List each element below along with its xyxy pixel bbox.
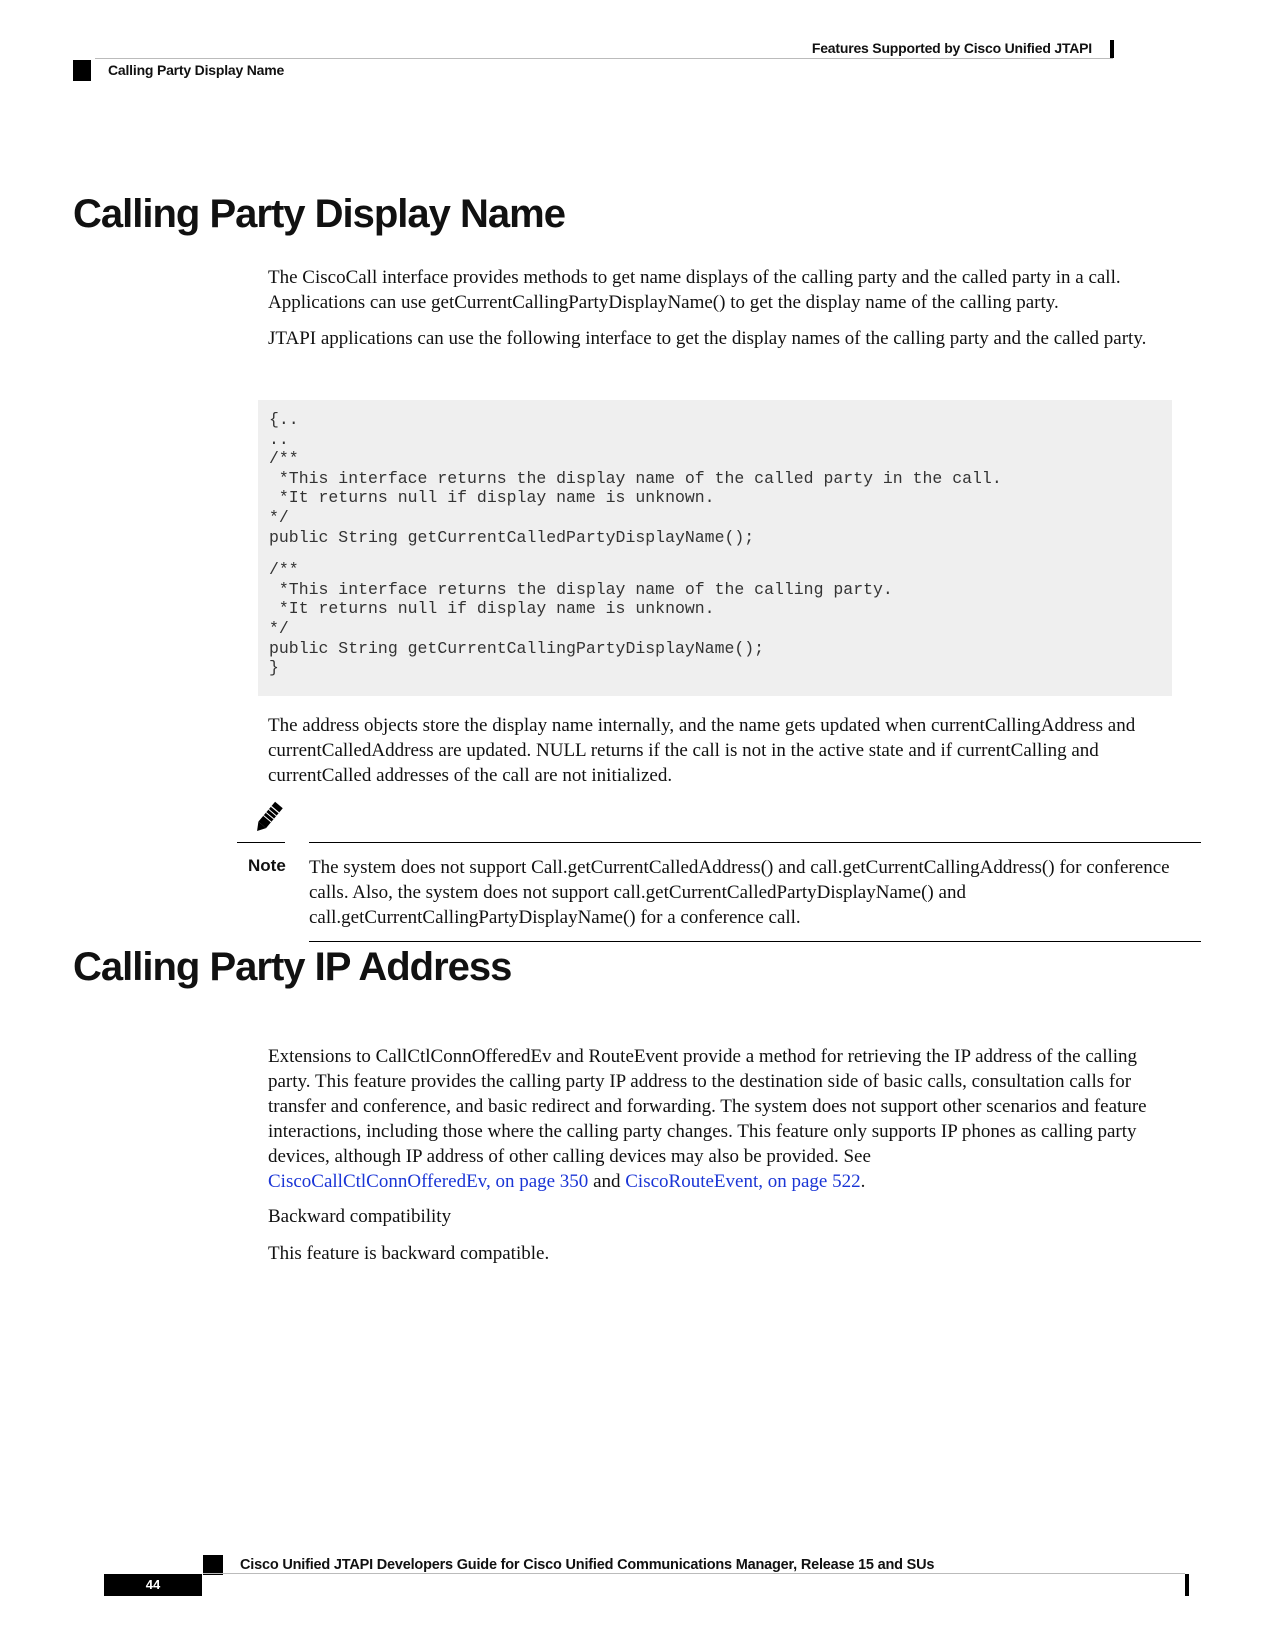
section2-intro <box>268 1044 1168 1194</box>
paragraph: The CiscoCall interface provides methods to get name displays of the calling party and the called party in a call. Applications can use getCurrentCallingPartyDisplayName() to get the display name of the calling party. <box>268 267 1121 313</box>
footer-block <box>203 1555 223 1575</box>
section-heading-ip-address: Calling Party IP Address <box>73 945 512 989</box>
code-snippet-called: {.. .. /** *This interface returns the display name of the called party in the call. *It returns null if display name is unknown. */ public String getCurrentCalledPartyDisplayName(); <box>269 410 1002 547</box>
footer-rule <box>203 1573 1185 1574</box>
link-ciscocallctlconnofferedev[interactable]: CiscoCallCtlConnOfferedEv, on page 350 <box>268 1171 589 1192</box>
header-left-block <box>73 60 91 81</box>
paragraph: The address objects store the display name internally, and the name gets updated when currentCallingAddress and currentCalledAddress are updated. NULL returns if the call is not in the active state and if currentCalling and currentCalled addresses of the call are not initialized. <box>268 715 1136 786</box>
section2-compat-paragraph <box>268 1241 1168 1266</box>
paragraph: This feature is backward compatible. <box>268 1243 550 1264</box>
header-rule <box>95 58 1113 59</box>
section1-interface-intro <box>268 326 1168 351</box>
paragraph-text: Extensions to CallCtlConnOfferedEv and RouteEvent provide a method for retrieving the IP address of the calling party. This feature provides the calling party IP address to the destination side of basic calls, consultation calls for transfer and conference, and basic redirect and forwarding. The system does not support other scenarios and feature interactions, including those where the calling party changes. This feature only supports IP phones as calling party devices, although IP address of other calling devices may also be provided. See <box>268 1046 1147 1167</box>
note-label: Note <box>248 856 286 875</box>
paragraph <box>268 1044 1168 1194</box>
section-heading-display-name: Calling Party Display Name <box>73 192 565 236</box>
code-block <box>258 400 1172 696</box>
page-number: 44 <box>104 1574 202 1596</box>
note-text: The system does not support Call.getCurrentCalledAddress() and call.getCurrentCallingAddress() for conference calls. Also, the system does not support call.getCurrentCalledPartyDisplayName() and call.getCurrentCallingPartyDisplayName() for a conference call. <box>309 857 1170 928</box>
header-right-bar <box>1110 40 1114 58</box>
paragraph: JTAPI applications can use the following interface to get the display names of the calling party and the called party. <box>268 328 1147 349</box>
paragraph: Backward compatibility <box>268 1206 452 1227</box>
link-joiner: and <box>593 1171 621 1192</box>
section1-address-paragraph <box>268 713 1168 788</box>
pencil-note-icon <box>250 800 286 836</box>
note-bottom-rule <box>309 941 1201 942</box>
footer-right-bar <box>1185 1574 1189 1596</box>
note-top-rule <box>309 842 1201 843</box>
section2-subheading <box>268 1204 1168 1229</box>
running-header-section: Calling Party Display Name <box>108 62 285 78</box>
code-snippet-calling: /** *This interface returns the display name of the calling party. *It returns null if display name is unknown. */ public String getCurrentCallingPartyDisplayName(); } <box>269 560 893 678</box>
running-header-chapter: Features Supported by Cisco Unified JTAPI <box>811 40 1092 56</box>
sentence-end: . <box>860 1171 866 1192</box>
note-icon-rule <box>237 842 285 843</box>
link-ciscorouteevent[interactable]: CiscoRouteEvent, on page 522 <box>625 1171 861 1192</box>
footer-book-title: Cisco Unified JTAPI Developers Guide for Cisco Unified Communications Manager, Release 15 and SUs <box>240 1557 935 1573</box>
section1-intro <box>268 265 1168 315</box>
